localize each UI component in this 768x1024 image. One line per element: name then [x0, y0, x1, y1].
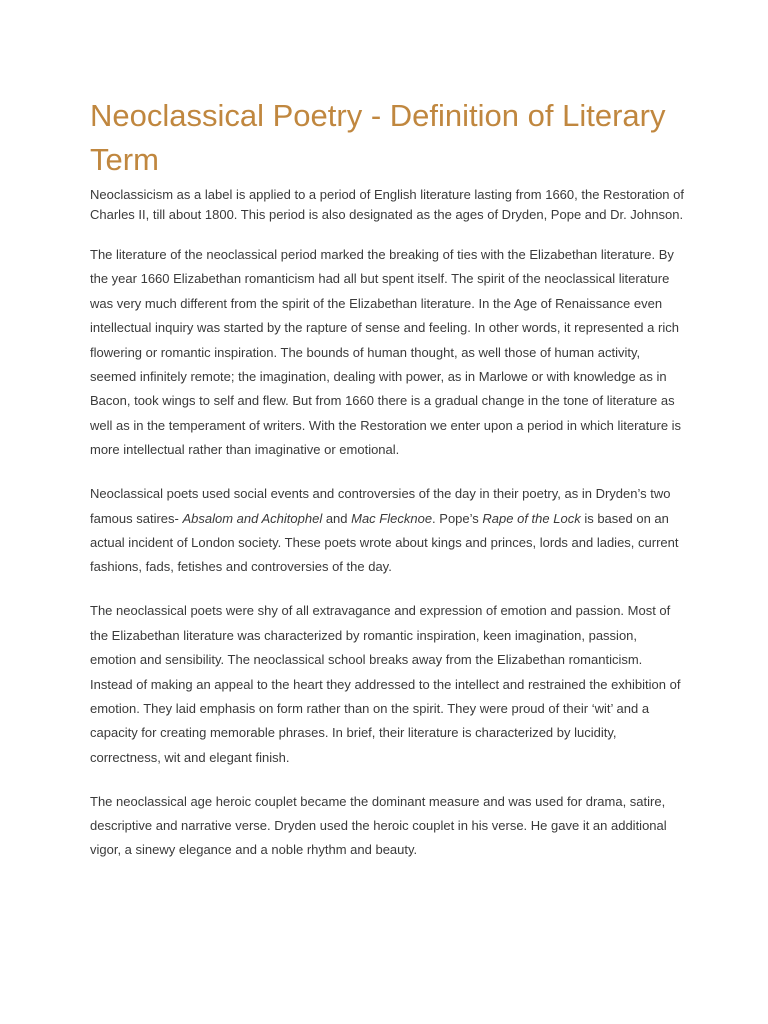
article-title: Neoclassical Poetry - Definition of Literary Term: [90, 98, 666, 177]
work-title-mac-flecknoe: Mac Flecknoe: [351, 510, 433, 526]
paragraph-heroic-couplet: The neoclassical age heroic couplet became the dominant measure and was used for drama, satire, descriptive and narrative verse. Dryden used the heroic couplet in his verse. He gave it an additional vigor, a sinewy elegance and a noble rhythm and beauty.: [90, 793, 667, 858]
work-title-rape-of-the-lock: Rape of the Lock: [482, 510, 581, 526]
paragraph-text: is based on an actual incident of London society. These poets wrote about kings and princes, lords and ladies, current fashions, fads, fetishes and controversies of the day.: [90, 510, 679, 575]
intro-paragraph: Neoclassicism as a label is applied to a period of English literature lasting from 1660, the Restoration of Charles II, till about 1800. This period is also designated as the ages of Dryden, Pope and Dr. Johnson.: [90, 187, 684, 222]
paragraph-literature-period: The literature of the neoclassical period marked the breaking of ties with the Elizabethan literature. By the year 1660 Elizabethan romanticism had all but spent itself. The spirit of the neoclassical literature was very much different from the spirit of the Elizabethan literature. In the Age of Renaissance even intellectual inquiry was started by the rapture of sense and feeling. In other words, it represented a rich flowering or romantic inspiration. The bounds of human thought, as well those of human activity, seemed infinitely remote; the imagination, dealing with power, as in Marlowe or with knowledge as in Bacon, took wings to self and flew. But from 1660 there is a gradual change in the tone of literature as well as in the temperament of writers. With the Restoration we enter upon a period in which literature is more intellectual rather than imaginative or emotional.: [90, 247, 682, 458]
work-title-absalom: Absalom and Achitophel: [182, 510, 323, 526]
paragraph-restraint: The neoclassical poets were shy of all extravagance and expression of emotion and passion. Most of the Elizabethan literature was characterized by romantic inspiration, keen imagination, passion, emotion and sensibility. The neoclassical school breaks away from the Elizabethan romanticism. Instead of making an appeal to the heart they addressed to the intellect and restrained the exhibition of emotion. They laid emphasis on form rather than on the spirit. They were proud of their ‘wit’ and a capacity for creating memorable phrases. In brief, their literature is characterized by lucidity, correctness, wit and elegant finish.: [90, 603, 681, 765]
paragraph-text: . Pope’s: [432, 510, 483, 526]
paragraph-text: and: [322, 510, 352, 526]
article: [90, 94, 686, 863]
paragraph-text: Neoclassical poets used social events and controversies of the day in their poetry, as in Dryden’s two famous satires-: [90, 486, 671, 526]
paragraph-social-events: [90, 482, 686, 580]
